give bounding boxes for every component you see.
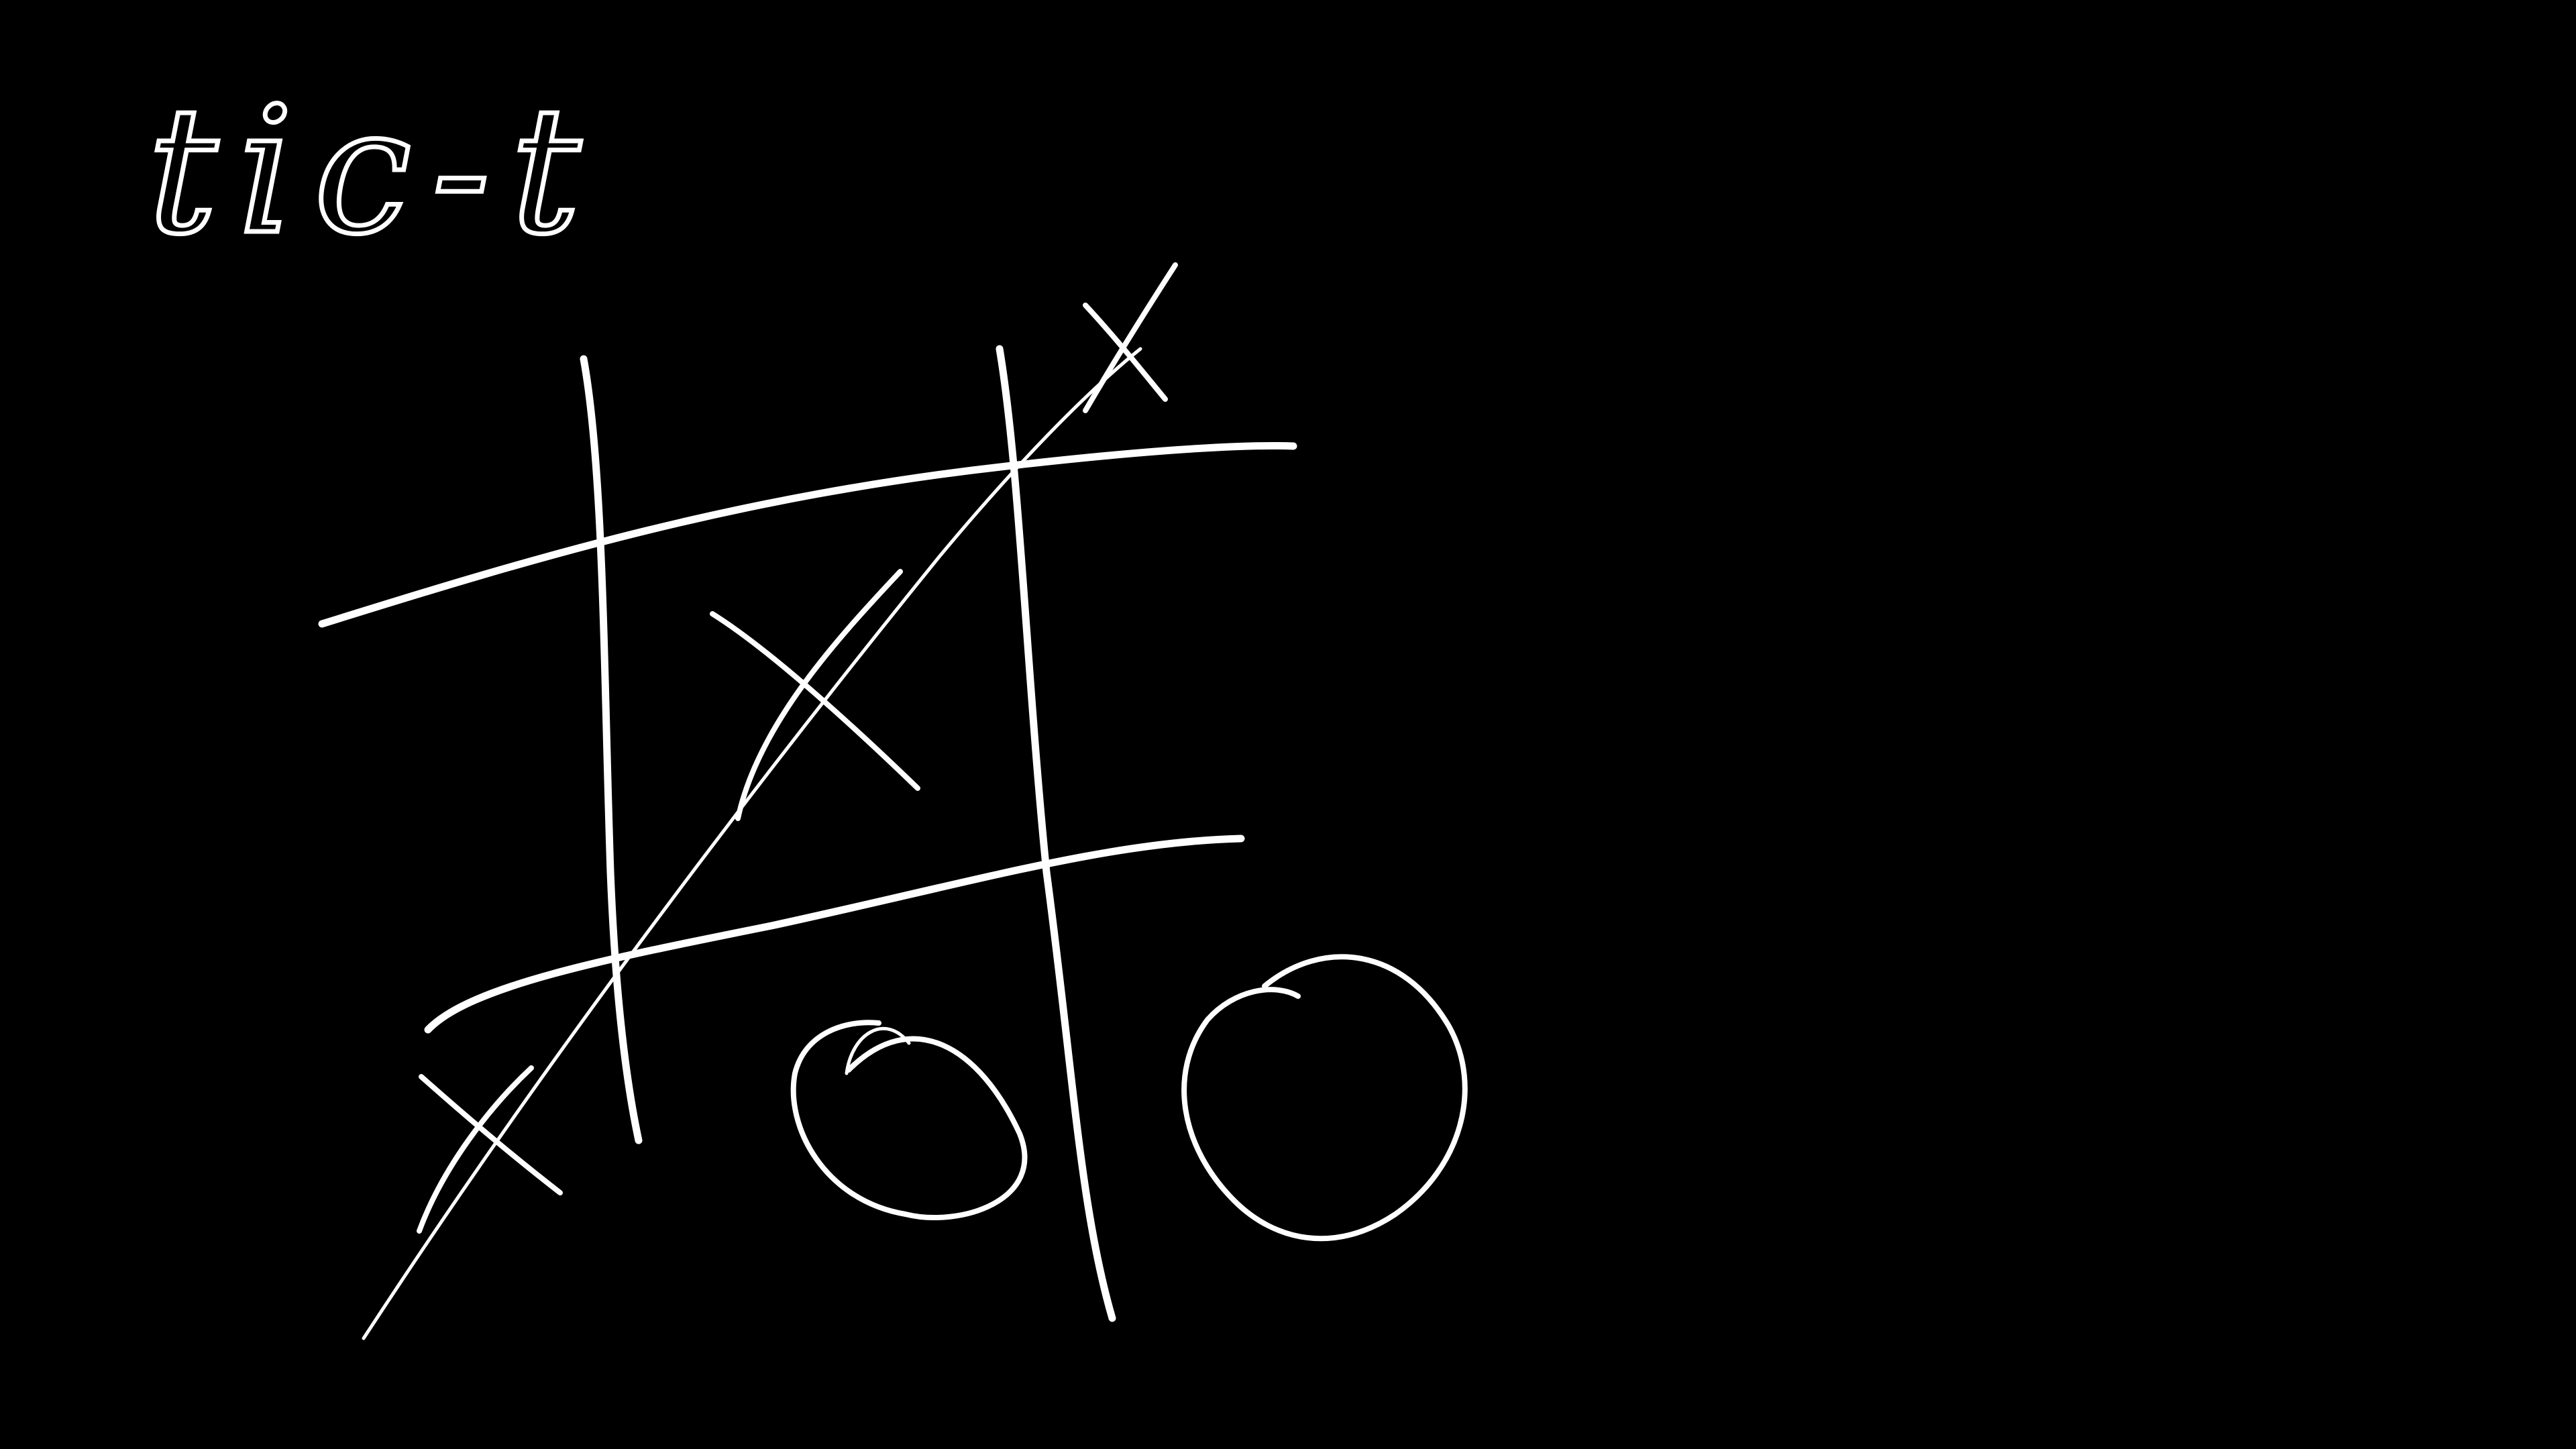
grid-vertical-line-left	[584, 359, 639, 1140]
o-mark-bottom-right	[1184, 957, 1465, 1238]
winning-strike-line	[364, 349, 1140, 1338]
o-mark-bottom-center	[794, 1022, 1025, 1218]
x-mark-center	[712, 572, 918, 818]
grid-vertical-line-right	[1000, 349, 1112, 1318]
tic-tac-toe-grid	[322, 349, 1293, 1318]
x-mark-top-right	[1085, 265, 1175, 411]
handwritten-title: tic-t	[148, 70, 601, 273]
grid-horizontal-line-bottom	[428, 839, 1241, 1030]
grid-horizontal-line-top	[322, 445, 1293, 624]
board-marks	[419, 265, 1465, 1238]
